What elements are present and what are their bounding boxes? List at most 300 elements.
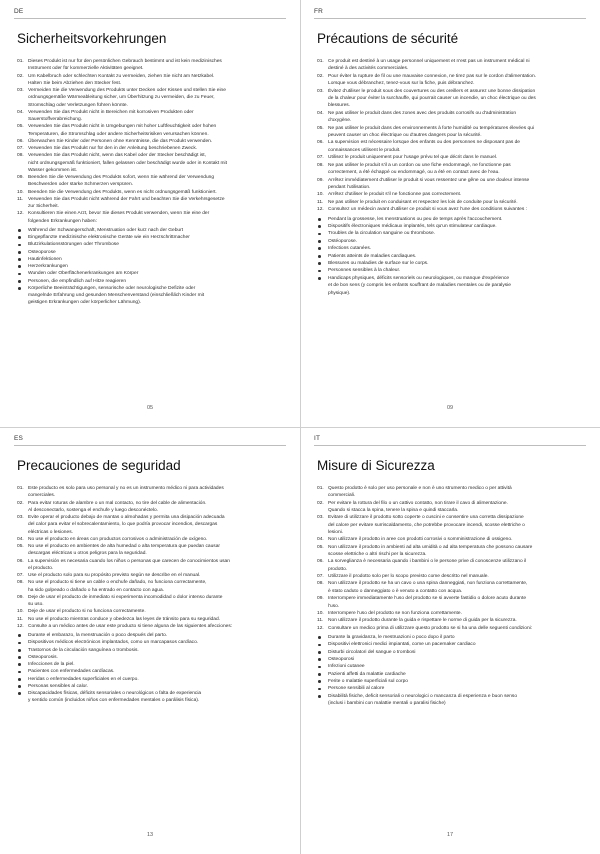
precaution-item <box>317 536 584 543</box>
precaution-item <box>317 199 584 206</box>
condition-text <box>28 227 284 234</box>
precaution-item <box>317 191 584 198</box>
condition-item <box>17 690 284 705</box>
item-number: 08. <box>17 580 24 586</box>
bullet-dot-icon <box>317 216 328 223</box>
precaution-item <box>17 138 284 145</box>
item-text <box>328 162 584 177</box>
item-text <box>28 138 284 145</box>
precaution-item <box>17 73 284 88</box>
condition-item <box>17 278 284 285</box>
condition-text-line: Heridas o enfermedades superficiales en el cuerpo. <box>28 676 139 682</box>
bullet-dot-icon <box>17 234 28 241</box>
item-number: 11. <box>317 618 324 624</box>
precaution-item <box>17 196 284 211</box>
bullet-dot-icon <box>317 634 328 641</box>
precaution-item <box>17 558 284 573</box>
condition-text <box>28 676 284 683</box>
item-text-line: No use el producto si tiene un cable o enchufe dañado, no funciona correctamente, <box>28 580 207 586</box>
page-number: 05 <box>146 405 154 411</box>
item-number: 06. <box>17 558 24 564</box>
condition-text <box>328 678 584 685</box>
condition-text-line: Infecciones de la piel. <box>28 662 75 667</box>
precaution-item <box>317 177 584 192</box>
item-text-line: Este producto es solo para uso personal y no es un instrumento médico ni para actividades <box>28 486 224 491</box>
precaution-item <box>317 154 584 161</box>
condition-text-line: Während der Schwangerschaft, Menstruation oder kurz nach der Geburt <box>28 227 184 233</box>
item-text-line: Dieses Produkt ist nur für den persönlichen Gebrauch bestimmt und ist kein medizinisches <box>28 59 222 64</box>
item-text <box>28 145 284 152</box>
condition-item <box>17 654 284 661</box>
item-text-line: su uso. <box>28 602 44 607</box>
item-number: 06. <box>17 138 24 144</box>
item-text-line: Lorsque vous débranchez, tenez-vous sur la fiche, puis débranchez. <box>328 81 475 87</box>
item-number: 03. <box>17 515 24 520</box>
condition-text <box>28 249 284 256</box>
bullet-dot-icon <box>317 641 328 648</box>
item-text <box>328 625 584 632</box>
item-text-line: prodotto. <box>328 566 348 572</box>
item-text-line: ordnungsgemäße Wärmeableitung sicher, um Überhitzung zu vermeiden, die zu Feuer, <box>28 95 215 101</box>
precaution-item <box>17 485 284 500</box>
condition-text <box>28 234 284 241</box>
page-title: Precauciones de seguridad <box>17 458 181 473</box>
item-text <box>328 191 584 198</box>
item-text-line: d'oxygène. <box>328 118 352 124</box>
condition-text <box>28 270 284 277</box>
bullet-dot-icon <box>17 676 28 683</box>
item-text-line: Pour éviter la rupture de fil ou une mauvaise connexion, ne tirez pas sur le cordon d'alimentation. <box>328 73 536 79</box>
item-text-line: l'uso. <box>328 603 340 609</box>
item-number: 08. <box>317 581 324 587</box>
page-title: Sicherheitsvorkehrungen <box>17 31 167 46</box>
item-number: 11. <box>17 196 24 202</box>
item-text-line: Quando si stacca la spina, tenere la spina e quindi staccarla. <box>328 508 459 514</box>
item-text <box>28 174 284 189</box>
condition-text-line: mangelnde Erfahrung und gesunden Menschenverstand (einschließlich Kinder mit <box>28 293 205 298</box>
condition-item <box>317 693 584 708</box>
item-number: 02. <box>317 73 324 79</box>
item-text <box>328 558 584 573</box>
item-text-line: Deje de usar el producto si no funciona correctamente. <box>28 609 146 615</box>
condition-text-line: Osteoporosi <box>328 656 355 662</box>
condition-text-line: Pacientes con enfermedades cardíacas. <box>28 669 115 675</box>
item-text-line: La supervisión es necesaria cuando los niños o personas que carecen de conocimientos usan <box>28 558 230 564</box>
precaution-item <box>17 58 284 73</box>
page-body <box>317 58 584 297</box>
condition-item <box>317 656 584 663</box>
bullet-dot-icon <box>317 685 328 692</box>
item-text-line: Verwenden Sie das Produkt nur für den in der Anleitung beschriebenen Zweck. <box>28 146 198 151</box>
item-text-line: Per evitare la rottura del filo o un cattivo contatto, non tirare il cavo di alimentazione. <box>328 500 508 506</box>
page-number: 17 <box>446 832 454 838</box>
item-text <box>28 500 284 515</box>
item-text-line: scosse elettriche o altri rischi per la sicurezza. <box>328 552 427 558</box>
item-number: 09. <box>17 175 24 180</box>
conditions-list <box>17 632 284 705</box>
condition-item <box>17 241 284 248</box>
item-number: 09. <box>17 594 24 600</box>
header-rule <box>14 18 286 19</box>
item-text <box>28 87 284 109</box>
item-text <box>28 152 284 174</box>
item-text-line: Instrument oder für kommerzielle Aktivitäten geeignet. <box>28 66 144 72</box>
condition-item <box>317 663 584 670</box>
precaution-item <box>17 152 284 174</box>
conditions-list <box>317 216 584 297</box>
bullet-dot-icon <box>17 647 28 654</box>
header-rule <box>314 445 586 446</box>
item-text <box>328 154 584 161</box>
condition-text-line: Ostéoporose. <box>328 238 358 244</box>
condition-text-line: et de bon sens (y compris les enfants souffrant de maladies mentales ou de paralysie <box>328 283 511 289</box>
item-text <box>328 88 584 110</box>
condition-text <box>28 241 284 248</box>
precaution-item <box>317 625 584 632</box>
item-text-line: Ne pas utiliser le produit en conduisant et respectez les lois de conduite pour la sécurité. <box>328 199 518 205</box>
item-text-line: Non utilizzare il prodotto durante la guida e rispettare le norme di guida per la sicurezza. <box>328 618 517 624</box>
item-text-line: Interrompere l'uso del prodotto se non funziona correttamente. <box>328 610 462 616</box>
item-number: 12. <box>17 623 24 629</box>
condition-text <box>328 634 584 641</box>
language-code: ES <box>14 435 24 442</box>
condition-item <box>317 649 584 656</box>
page-body <box>17 58 284 307</box>
item-text <box>328 500 584 515</box>
item-text-line: Consultez un médecin avant d'utiliser ce produit si vous avez l'une des conditions suivantes : <box>328 207 527 213</box>
item-number: 09. <box>317 596 324 602</box>
page-number: 09 <box>446 405 454 411</box>
item-text-line: Verwenden Sie das Produkt nicht in Bereichen mit korrosiven Produkten oder <box>28 109 194 115</box>
item-text-line: comerciales. <box>28 493 56 499</box>
condition-item <box>17 668 284 675</box>
conditions-list <box>17 227 284 307</box>
item-text-line: Ne pas utiliser le produit dans des zones avec des produits corrosifs ou d'administration <box>328 110 517 116</box>
item-number: 04. <box>17 536 24 542</box>
item-number: 12. <box>17 211 24 217</box>
item-number: 06. <box>317 559 324 565</box>
item-text <box>28 558 284 573</box>
condition-text <box>328 275 584 297</box>
item-number: 04. <box>317 537 324 543</box>
condition-text-line: Eingepflanzte medizinische elektronische Geräte wie ein Herzschrittmacher <box>28 235 190 240</box>
item-number: 12. <box>317 207 324 213</box>
precaution-item <box>17 123 284 138</box>
condition-text-line: Pendant la grossesse, les menstruations ou peu de temps après l'accouchement. <box>328 216 503 222</box>
condition-text <box>28 661 284 668</box>
bullet-dot-icon <box>317 238 328 245</box>
item-text-line: Interrompere immediatamente l'uso del prodotto se si avverte fastidio o dolore acuto durante <box>328 596 527 602</box>
item-number: 03. <box>317 515 324 521</box>
item-number: 03. <box>317 88 324 94</box>
item-text-line: Arrêtez d'utiliser le produit s'il ne fonctionne pas correctement. <box>328 192 462 198</box>
item-text-line: correctement, a été échappé ou endommagé, ou a été en contact avec de l'eau. <box>328 170 500 176</box>
item-number: 10. <box>317 610 324 616</box>
condition-text-line: Personas sensibles al calor. <box>28 683 89 689</box>
condition-text-line: Hautinfektionen <box>28 256 62 262</box>
condition-text-line: Dispositifs électroniques médicaux implantés, tels qu'un stimulateur cardiaque. <box>328 223 497 229</box>
item-text-line: pendant l'utilisation. <box>328 184 371 190</box>
item-text-line: de la chaleur pour éviter la surchauffe, qui pourrait causer un incendie, un choc électrique ou des <box>328 96 536 102</box>
bullet-dot-icon <box>317 223 328 230</box>
bullet-dot-icon <box>317 656 328 663</box>
precaution-item <box>317 485 584 500</box>
page-fr <box>300 0 600 427</box>
condition-text <box>328 223 584 230</box>
condition-text <box>328 253 584 260</box>
condition-text <box>328 238 584 245</box>
condition-text-line: Discapacidades físicas, déficits sensoriales o neurológicos o falta de experiencia <box>28 691 202 696</box>
condition-text-line: Herzerkrankungen <box>28 264 68 269</box>
bullet-dot-icon <box>317 245 328 252</box>
page-body <box>317 485 584 707</box>
condition-text <box>328 267 584 274</box>
bullet-dot-icon <box>17 263 28 270</box>
precaution-item <box>17 514 284 536</box>
condition-text-line: Infections cutanées. <box>328 246 372 252</box>
bullet-dot-icon <box>17 241 28 248</box>
item-number: 02. <box>317 500 324 506</box>
bullet-dot-icon <box>317 663 328 670</box>
item-number: 04. <box>317 110 324 116</box>
precaution-item <box>17 543 284 558</box>
item-number: 10. <box>17 609 24 615</box>
item-text-line: commerciali. <box>328 493 356 499</box>
precaution-item <box>317 580 584 595</box>
item-text-line: Verwenden Sie das Produkt nicht, wenn das Kabel oder der Stecker beschädigt ist, <box>28 153 206 159</box>
condition-text <box>28 263 284 270</box>
item-text <box>28 543 284 558</box>
item-text-line: Konsultieren Sie einen Arzt, bevor Sie dieses Produkt verwenden, wenn Sie eine der <box>28 211 210 217</box>
condition-text-line: Disabilità fisiche, deficit sensoriali o neurologici o mancanza di esperienza e buon senso <box>328 693 518 699</box>
condition-item <box>17 249 284 256</box>
bullet-dot-icon <box>317 267 328 274</box>
item-number: 04. <box>17 109 24 115</box>
bullet-dot-icon <box>17 654 28 661</box>
item-text-line: Verwenden Sie das Produkt nicht während der Fahrt und beachten Sie die Verkehrsgesetze <box>28 196 225 202</box>
item-text <box>328 514 584 536</box>
condition-item <box>17 263 284 270</box>
item-text-line: eléctricas o lesiones. <box>28 529 73 535</box>
precaution-item <box>317 610 584 617</box>
item-text-line: è stato caduto o danneggiato o è venuto a contatto con acqua. <box>328 588 463 594</box>
page-it <box>300 427 600 854</box>
precaution-item <box>317 595 584 610</box>
precaution-item <box>17 174 284 189</box>
condition-text-line: Patients atteints de maladies cardiaques. <box>328 253 417 259</box>
item-text <box>328 573 584 580</box>
item-number: 07. <box>317 574 324 580</box>
condition-item <box>317 634 584 641</box>
item-text-line: lesioni. <box>328 530 344 536</box>
precaution-item <box>317 558 584 573</box>
bullet-dot-icon <box>317 649 328 656</box>
item-text <box>28 572 284 579</box>
precaution-item <box>317 58 584 73</box>
item-text <box>28 608 284 615</box>
item-text <box>28 485 284 500</box>
item-text <box>28 109 284 124</box>
item-text <box>328 580 584 595</box>
precaution-item <box>17 109 284 124</box>
item-text <box>328 110 584 125</box>
item-number: 01. <box>17 486 24 491</box>
item-text <box>328 177 584 192</box>
condition-item <box>317 223 584 230</box>
precaution-item <box>317 88 584 110</box>
item-text-line: del calor para evitar el sobrecalentamiento, lo que podría provocar incendios, descargas <box>28 522 218 528</box>
precaution-item <box>17 500 284 515</box>
bullet-dot-icon <box>317 260 328 267</box>
precaution-item <box>17 579 284 594</box>
bullet-dot-icon <box>317 693 328 708</box>
condition-item <box>317 685 584 692</box>
condition-text <box>328 685 584 692</box>
condition-item <box>17 683 284 690</box>
item-text-line: Questo prodotto è solo per uso personale e non è uno strumento medico o per attività <box>328 486 512 491</box>
item-text <box>328 206 584 213</box>
item-number: 09. <box>317 177 324 183</box>
condition-text <box>328 641 584 648</box>
item-text-line: Consultare un medico prima di utilizzare questo prodotto se si ha una delle seguenti condizioni: <box>328 625 533 631</box>
item-text <box>28 189 284 196</box>
item-text-line: Evite operar el producto debajo de mantas o almohadas y permita una disipación adecuada <box>28 515 225 520</box>
condition-text <box>28 256 284 263</box>
item-text-line: del calore per evitare surriscaldamento, che potrebbe provocare incendi, scosse elettriche o <box>328 522 525 528</box>
condition-text <box>328 230 584 237</box>
item-text-line: Überwachen Sie Kinder oder Personen ohne Kenntnisse, die das Produkt verwenden. <box>28 138 213 144</box>
condition-text-line: (inclusi i bambini con malattie mentali o paralisi fisiche) <box>328 700 446 706</box>
condition-text-line: y sentido común (incluidos niños con enfermedades mentales o parálisis física). <box>28 698 200 704</box>
precaution-item <box>17 623 284 630</box>
condition-text-line: physique). <box>328 290 351 296</box>
header-rule <box>314 18 586 19</box>
item-text-line: Ce produit est destiné à un usage personnel uniquement et n'est pas un instrument médical ni <box>328 59 530 64</box>
condition-text-line: Disturbi circolatori del sangue o trombosi <box>328 649 416 655</box>
bullet-dot-icon <box>17 249 28 256</box>
item-text-line: Beenden Sie die Verwendung des Produkts sofort, wenn Sie während der Verwendung <box>28 175 215 180</box>
item-text-line: Use el producto solo para su propósito previsto según se describe en el manual. <box>28 573 201 578</box>
item-text-line: ha sido golpeado o dañado o ha entrado en contacto con agua. <box>28 587 165 593</box>
item-text <box>28 123 284 138</box>
condition-text-line: Dispositivi elettronici medici impiantati, come un pacemaker cardiaco <box>328 642 476 648</box>
condition-text <box>328 245 584 252</box>
item-number: 10. <box>17 189 24 195</box>
item-number: 05. <box>317 125 324 131</box>
conditions-list <box>317 634 584 707</box>
item-number: 07. <box>17 146 24 151</box>
bullet-dot-icon <box>317 678 328 685</box>
condition-item <box>317 260 584 267</box>
bullet-dot-icon <box>317 671 328 678</box>
bullet-dot-icon <box>17 639 28 646</box>
condition-text-line: Personnes sensibles à la chaleur. <box>328 268 401 274</box>
condition-text <box>328 649 584 656</box>
item-text-line: connaissances utilisent le produit. <box>328 147 401 153</box>
condition-item <box>317 238 584 245</box>
precaution-item <box>17 87 284 109</box>
item-text <box>328 617 584 624</box>
item-text-line: Arrêtez immédiatement d'utiliser le produit si vous ressentez une gêne ou une douleur intense <box>328 177 530 183</box>
precaution-item <box>317 544 584 559</box>
condition-text <box>28 690 284 705</box>
item-text <box>28 210 284 225</box>
precaution-item <box>317 500 584 515</box>
condition-text-line: Pazienti affetti da malattie cardiache <box>328 671 406 677</box>
item-text <box>28 58 284 73</box>
item-text-line: Utilizzare il prodotto solo per lo scopo previsto come descritto nel manuale. <box>328 574 489 580</box>
item-text-line: No use el producto mientras conduce y obedezca las leyes de tránsito para su seguridad. <box>28 616 220 622</box>
item-text-line: Halten Sie beim Abziehen den Stecker fest. <box>28 80 122 86</box>
item-text-line: Vermeiden Sie die Verwendung des Produkts unter Decken oder Kissen und stellen Sie eine <box>28 88 226 93</box>
item-text <box>328 595 584 610</box>
precaution-item <box>317 573 584 580</box>
item-text <box>28 536 284 543</box>
condition-text-line: Blutzirkulationsstörungen oder Thrombose <box>28 242 119 248</box>
condition-text-line: Persone sensibili al calore <box>328 686 385 692</box>
item-number: 10. <box>317 192 324 198</box>
item-text-line: Evitare di utilizzare il prodotto sotto coperte o cuscini e consentire una corretta dissipazione <box>328 515 524 521</box>
item-number: 05. <box>17 544 24 549</box>
item-text-line: Wasser gekommen ist. <box>28 167 78 173</box>
item-number: 12. <box>317 625 324 631</box>
item-text <box>328 58 584 73</box>
bullet-dot-icon <box>317 275 328 297</box>
condition-text <box>28 639 284 646</box>
condition-text <box>328 663 584 670</box>
item-text-line: Sauerstoffverabreichung. <box>28 117 83 122</box>
condition-text <box>28 278 284 285</box>
condition-text-line: Durante la gravidanza, le mestruazioni o poco dopo il parto <box>328 634 455 640</box>
item-text-line: Stromschlag oder Verletzungen führen könnte. <box>28 102 128 108</box>
item-text-line: Évitez d'utiliser le produit sous des couvertures ou des oreillers et assurez une bonne dissipation <box>328 88 536 94</box>
item-text-line: Non utilizzare il prodotto se ha un cavo o una spina danneggiati, non funziona correttamente, <box>328 581 528 587</box>
precaution-item <box>317 206 584 213</box>
precaution-item <box>17 616 284 623</box>
item-text-line: folgenden Erkrankungen haben: <box>28 218 97 224</box>
item-text-line: descargas eléctricas u otros peligros para la seguridad. <box>28 551 147 557</box>
language-code: DE <box>14 8 24 15</box>
item-text-line: Non utilizzare il prodotto in aree con prodotti corrosivi o somministrazione di ossigeno. <box>328 537 513 543</box>
item-text-line: Ne pas utiliser le produit dans des environnements à forte humidité ou températures élevées qui <box>328 125 534 131</box>
condition-text <box>328 216 584 223</box>
precaution-item <box>17 608 284 615</box>
item-text-line: peuvent causer un choc électrique ou d'autres dangers pour la sécurité. <box>328 133 482 139</box>
item-number: 07. <box>317 155 324 161</box>
condition-text-line: Infezioni cutanee <box>328 664 365 670</box>
precaution-item <box>17 594 284 609</box>
precaution-item <box>17 536 284 543</box>
condition-item <box>17 285 284 307</box>
item-text <box>28 623 284 630</box>
item-text-line: Um Kabelbruch oder schlechten Kontakt zu vermeiden, ziehen Sie nicht am Netzkabel. <box>28 73 215 79</box>
condition-item <box>317 216 584 223</box>
condition-text-line: Troubles de la circulation sanguine ou thrombose. <box>328 231 435 237</box>
condition-text-line: Trastornos de la circulación sanguínea o trombosis. <box>28 647 139 653</box>
precaution-item <box>317 514 584 536</box>
condition-item <box>17 676 284 683</box>
item-text-line: Deje de usar el producto de inmediato si experimenta incomodidad o dolor intenso durante <box>28 594 223 600</box>
condition-text-line: Personen, die empfindlich auf Hitze reagieren <box>28 278 127 284</box>
item-text <box>328 125 584 140</box>
precaution-item <box>317 162 584 177</box>
bullet-dot-icon <box>317 253 328 260</box>
bullet-dot-icon <box>17 285 28 307</box>
item-number: 01. <box>17 59 24 64</box>
item-text <box>328 544 584 559</box>
condition-text <box>28 654 284 661</box>
condition-text <box>28 668 284 675</box>
